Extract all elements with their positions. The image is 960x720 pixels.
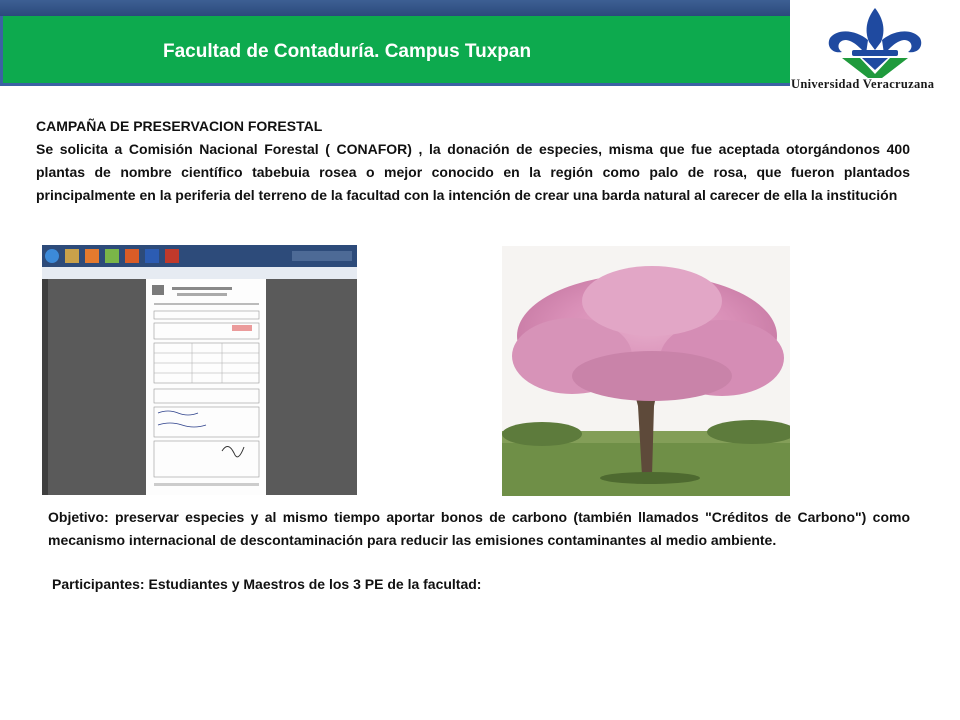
page-title: Facultad de Contaduría. Campus Tuxpan	[163, 41, 532, 62]
header-top-bar	[0, 0, 790, 16]
header-banner	[0, 0, 790, 88]
document-screenshot	[42, 245, 357, 495]
section-paragraph: Se solicita a Comisión Nacional Forestal ( CONAFOR) , la donación de especies, misma que fue aceptada otorgándonos 400 plantas de nombre científico tabebuia rosea o mejor conocido en la región como palo de rosa, que fueron plantados principalmente en la periferia del terreno de la facultad con la intención de crear una barda natural al carecer de ella la institución	[36, 141, 910, 203]
fleur-de-lis-logo-icon	[790, 0, 960, 78]
participants-line: Participantes: Estudiantes y Maestros de los 3 PE de la facultad:	[52, 576, 482, 592]
objective-paragraph: Objetivo: preservar especies y al mismo tiempo aportar bonos de carbono (también llamados "Créditos de Carbono") como mecanismo internacional de descontaminación para reducir las emisiones contaminantes al medio ambiente.	[48, 509, 910, 548]
tree-photo-illustration	[502, 246, 790, 496]
university-name: Universidad Veracruzana	[791, 77, 935, 91]
screenshot-form	[42, 245, 357, 495]
tabebuia-tree-photo	[502, 246, 790, 496]
section-heading: CAMPAÑA DE PRESERVACION FORESTAL	[36, 118, 323, 134]
